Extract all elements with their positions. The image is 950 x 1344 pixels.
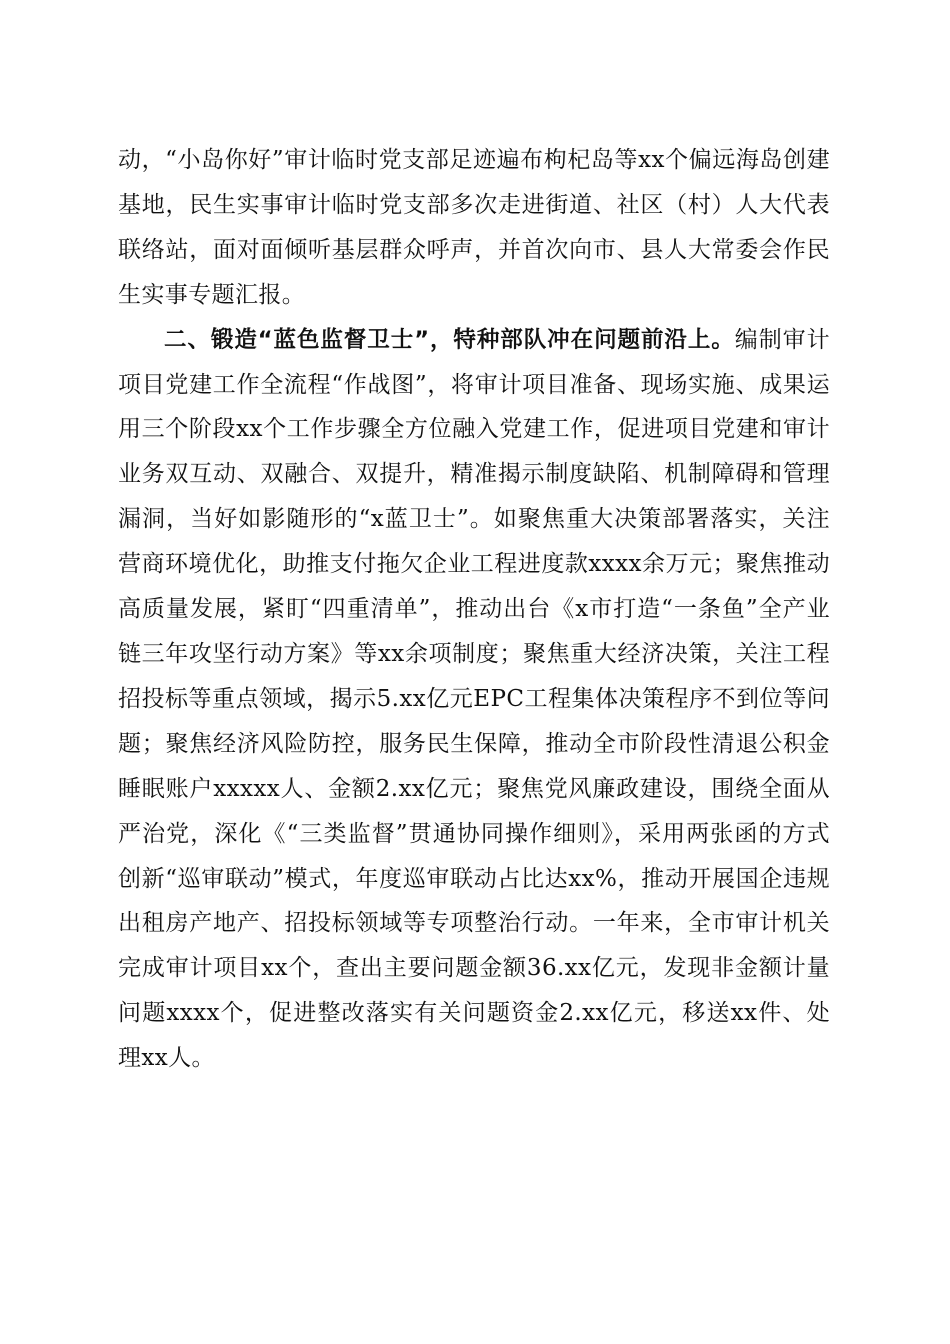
section-heading: 二、锻造“蓝色监督卫士”，特种部队冲在问题前沿上。 <box>164 326 735 353</box>
paragraph-section-2 <box>118 318 830 1081</box>
paragraph-continuation: 动，“小岛你好”审计临时党支部足迹遍布枸杞岛等xx个偏远海岛创建基地，民生实事审计临时党支部多次走进街道、社区（村）人大代表联络站，面对面倾听基层群众呼声，并首次向市、县人大常委会作民生实事专题汇报。 <box>118 147 830 308</box>
document-body <box>118 138 830 1081</box>
section-body-text: 编制审计项目党建工作全流程“作战图”，将审计项目准备、现场实施、成果运用三个阶段xx个工作步骤全方位融入党建工作，促进项目党建和审计业务双互动、双融合、双提升，精准揭示制度缺陷、机制障碍和管理漏洞，当好如影随形的“x蓝卫士”。如聚焦重大决策部署落实，关注营商环境优化，助推支付拖欠企业工程进度款xxxx余万元；聚焦推动高质量发展，紧盯“四重清单”，推动出台《x市打造“一条鱼”全产业链三年攻坚行动方案》等xx余项制度；聚焦重大经济决策，关注工程招投标等重点领域，揭示5.xx亿元EPC工程集体决策程序不到位等问题；聚焦经济风险防控，服务民生保障，推动全市阶段性清退公积金睡眠账户xxxxx人、金额2.xx亿元；聚焦党风廉政建设，围绕全面从严治党，深化《“三类监督”贯通协同操作细则》，采用两张函的方式创新“巡审联动”模式，年度巡审联动占比达xx%，推动开展国企违规出租房产地产、招投标领域等专项整治行动。一年来，全市审计机关完成审计项目xx个，查出主要问题金额36.xx亿元，发现非金额计量问题xxxx个，促进整改落实有关问题资金2.xx亿元，移送xx件、处理xx人。 <box>118 326 830 1072</box>
